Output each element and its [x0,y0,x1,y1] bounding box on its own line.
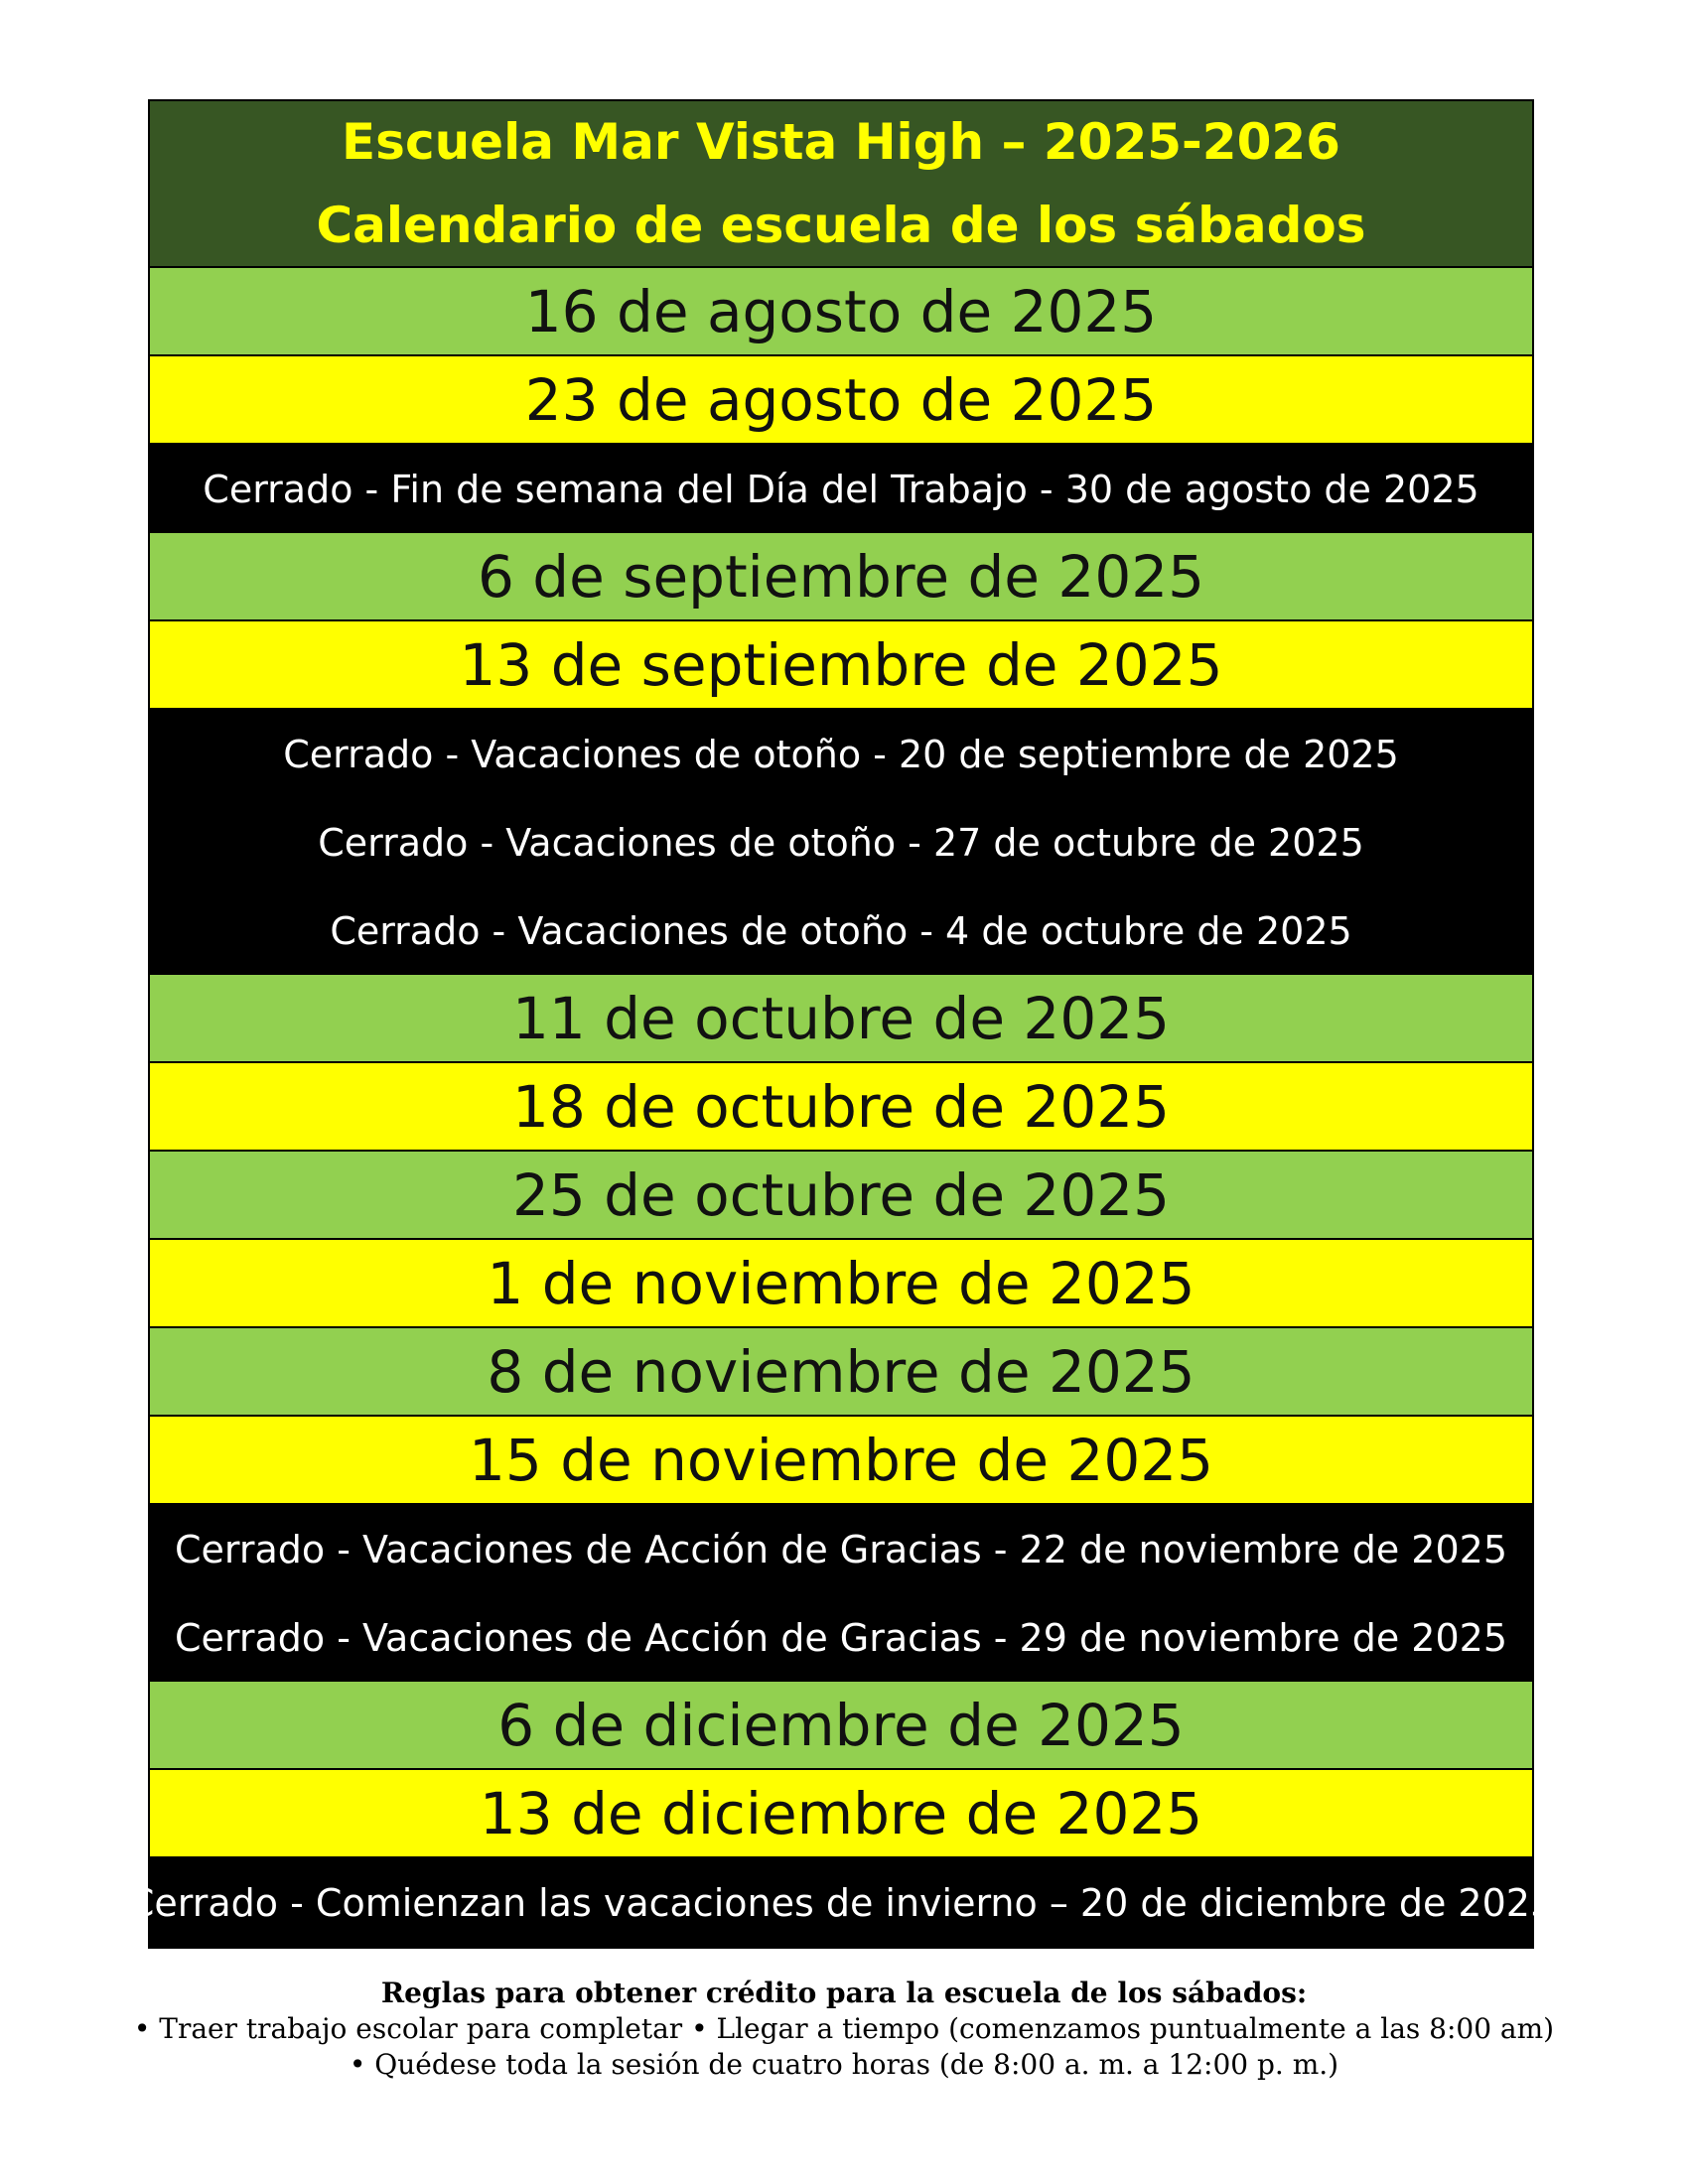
saturday-school-calendar-table [127,99,1555,1949]
closed-date-row: Cerrado - Fin de semana del Día del Trabajo - 30 de agosto de 2025 [150,445,1532,533]
session-date-row: 13 de septiembre de 2025 [150,621,1532,710]
school-title: Escuela Mar Vista High – 2025-2026 [342,113,1340,171]
rules-line-2: • Quédese toda la sesión de cuatro horas (de 8:00 a. m. a 12:00 p. m.) [349,2048,1339,2081]
credit-rules [0,1976,1688,2083]
closed-date-row: Cerrado - Vacaciones de Acción de Gracias - 22 de noviembre de 2025 [150,1505,1532,1593]
session-date-row: 16 de agosto de 2025 [150,268,1532,356]
closed-date-row: Cerrado - Vacaciones de otoño - 27 de octubre de 2025 [150,798,1532,887]
session-date-row: 15 de noviembre de 2025 [150,1417,1532,1505]
calendar-subtitle: Calendario de escuela de los sábados [316,197,1366,254]
closed-date-row: Cerrado - Vacaciones de otoño - 20 de septiembre de 2025 [150,710,1532,798]
session-date-row: 18 de octubre de 2025 [150,1063,1532,1152]
closed-date-row: Cerrado - Vacaciones de Acción de Gracias - 29 de noviembre de 2025 [150,1593,1532,1682]
calendar-header [150,101,1532,268]
calendar-rows [127,268,1555,1947]
session-date-row: 13 de diciembre de 2025 [150,1770,1532,1858]
rules-title: Reglas para obtener crédito para la escuela de los sábados: [380,1977,1308,2009]
session-date-row: 25 de octubre de 2025 [150,1152,1532,1240]
closed-date-row: Cerrado - Comienzan las vacaciones de invierno – 20 de diciembre de 2025 [150,1858,1532,1947]
session-date-row: 6 de diciembre de 2025 [150,1682,1532,1770]
session-date-row: 23 de agosto de 2025 [150,356,1532,445]
session-date-row: 11 de octubre de 2025 [150,975,1532,1063]
closed-date-row: Cerrado - Vacaciones de otoño - 4 de octubre de 2025 [150,887,1532,975]
rules-line-1: • Traer trabajo escolar para completar • Llegar a tiempo (comenzamos puntualmente a las 8:00 am) [133,2012,1555,2045]
session-date-row: 1 de noviembre de 2025 [150,1240,1532,1328]
session-date-row: 8 de noviembre de 2025 [150,1328,1532,1417]
session-date-row: 6 de septiembre de 2025 [150,533,1532,621]
